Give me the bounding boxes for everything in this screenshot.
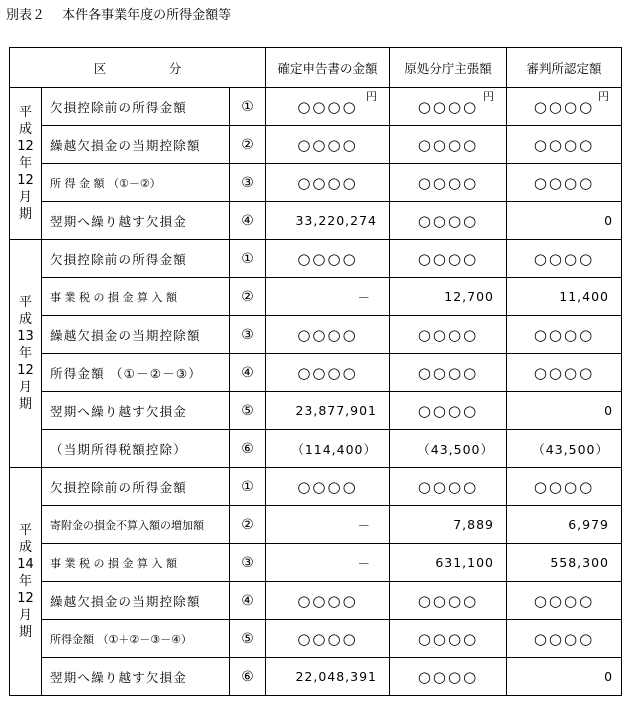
table-row	[10, 430, 622, 468]
cell-value: 0	[604, 669, 614, 684]
table-row	[10, 392, 622, 430]
period-label	[10, 88, 42, 240]
period-char: 13	[17, 329, 34, 344]
tribunal-finding-cell	[507, 620, 622, 658]
cell-value: 0	[604, 403, 614, 418]
row-item-label: 欠損控除前の所得金額	[42, 240, 230, 278]
yen-unit: 円	[483, 90, 495, 103]
period-char: 12	[17, 173, 34, 188]
row-item-label: 繰越欠損金の当期控除額	[42, 126, 230, 164]
filed-amount-cell	[266, 430, 390, 468]
table-row	[10, 164, 622, 202]
period-char: 平	[18, 523, 32, 538]
row-number: ④	[230, 582, 266, 620]
cell-value: ○○○○	[417, 249, 479, 268]
table-row	[10, 658, 622, 696]
tribunal-finding-cell	[507, 354, 622, 392]
row-number: ④	[230, 354, 266, 392]
table-row	[10, 316, 622, 354]
filed-amount-cell	[266, 354, 390, 392]
row-item-label: 事 業 税 の 損 金 算 入 額	[42, 278, 230, 316]
cell-value: ○○○○	[417, 97, 479, 116]
table-row	[10, 468, 622, 506]
row-item-label: 所得金額 （①－②－③）	[42, 354, 230, 392]
period-char: 成	[18, 122, 32, 137]
header-kubun: 区 分	[10, 48, 266, 88]
row-number: ②	[230, 278, 266, 316]
cell-value: ○○○○	[417, 211, 479, 230]
cell-value: 12,700	[444, 289, 495, 304]
row-number: ⑤	[230, 392, 266, 430]
period-char: 期	[18, 625, 32, 640]
period-label	[10, 240, 42, 468]
cell-value: ○○○○	[417, 325, 479, 344]
period-char: 12	[17, 363, 34, 378]
cell-value: ○○○○	[297, 173, 358, 192]
row-item-label: 所 得 金 額 （①－②）	[42, 164, 230, 202]
period-char: 年	[18, 574, 32, 589]
filed-amount-cell	[266, 392, 390, 430]
row-number: ①	[230, 88, 266, 126]
original-disposition-cell	[390, 392, 507, 430]
cell-value: 7,889	[453, 517, 495, 532]
header-original-disposition: 原処分庁主張額	[390, 48, 507, 88]
period-char: 月	[18, 608, 32, 623]
period-label	[10, 468, 42, 696]
period-char: 12	[17, 139, 34, 154]
header-tribunal-finding: 審判所認定額	[507, 48, 622, 88]
page-title: 別表２ 本件各事業年度の所得金額等	[6, 8, 232, 23]
row-number: ③	[230, 316, 266, 354]
cell-value: ○○○○	[297, 477, 358, 496]
cell-value: 6,979	[568, 517, 610, 532]
cell-value: ○○○○	[417, 363, 479, 382]
period-char: 成	[18, 312, 32, 327]
filed-amount-cell	[266, 506, 390, 544]
row-number: ④	[230, 202, 266, 240]
original-disposition-cell	[390, 278, 507, 316]
yen-unit: 円	[366, 90, 378, 103]
cell-value: （114,400）	[291, 441, 378, 457]
cell-value: 631,100	[435, 555, 495, 570]
cell-value: 22,048,391	[295, 669, 378, 684]
cell-value: ○○○○	[297, 363, 358, 382]
original-disposition-cell	[390, 202, 507, 240]
filed-amount-cell	[266, 658, 390, 696]
tribunal-finding-cell	[507, 392, 622, 430]
cell-value: ○○○○	[417, 477, 479, 496]
period-char: 14	[17, 557, 34, 572]
cell-value: （43,500）	[417, 441, 495, 457]
row-item-label: 翌期へ繰り越す欠損金	[42, 658, 230, 696]
tribunal-finding-cell	[507, 544, 622, 582]
cell-value: －	[357, 289, 372, 305]
cell-value: －	[357, 517, 372, 533]
cell-value: 558,300	[550, 555, 610, 570]
row-item-label: 所得金額 （①＋②－③－④）	[42, 620, 230, 658]
row-item-label: 繰越欠損金の当期控除額	[42, 316, 230, 354]
tribunal-finding-cell	[507, 278, 622, 316]
filed-amount-cell	[266, 240, 390, 278]
filed-amount-cell	[266, 164, 390, 202]
period-char: 12	[17, 591, 34, 606]
table-row	[10, 240, 622, 278]
cell-value: （43,500）	[532, 441, 610, 457]
filed-amount-cell	[266, 316, 390, 354]
filed-amount-cell	[266, 468, 390, 506]
filed-amount-cell	[266, 544, 390, 582]
period-char: 成	[18, 540, 32, 555]
cell-value: ○○○○	[297, 629, 358, 648]
tribunal-finding-cell	[507, 240, 622, 278]
filed-amount-cell	[266, 620, 390, 658]
cell-value: ○○○○	[297, 135, 358, 154]
table-row	[10, 278, 622, 316]
period-char: 平	[18, 295, 32, 310]
row-item-label: 翌期へ繰り越す欠損金	[42, 202, 230, 240]
table-row	[10, 354, 622, 392]
cell-value: ○○○○	[297, 97, 358, 116]
table-row	[10, 202, 622, 240]
header-row	[10, 48, 622, 88]
original-disposition-cell	[390, 658, 507, 696]
tribunal-finding-cell	[507, 202, 622, 240]
original-disposition-cell	[390, 354, 507, 392]
cell-value: ○○○○	[417, 591, 479, 610]
period-char: 期	[18, 207, 32, 222]
yen-unit: 円	[598, 90, 610, 103]
original-disposition-cell	[390, 468, 507, 506]
table-row	[10, 506, 622, 544]
cell-value: ○○○○	[417, 667, 479, 686]
cell-value: ○○○○	[297, 591, 358, 610]
cell-value: ○○○○	[417, 401, 479, 420]
original-disposition-cell	[390, 506, 507, 544]
row-number: ⑥	[230, 430, 266, 468]
row-number: ②	[230, 506, 266, 544]
row-item-label: 翌期へ繰り越す欠損金	[42, 392, 230, 430]
original-disposition-cell	[390, 164, 507, 202]
original-disposition-cell	[390, 88, 507, 126]
period-char: 年	[18, 156, 32, 171]
row-item-label: 欠損控除前の所得金額	[42, 88, 230, 126]
table-body	[10, 48, 622, 696]
original-disposition-cell	[390, 240, 507, 278]
filed-amount-cell	[266, 202, 390, 240]
original-disposition-cell	[390, 544, 507, 582]
period-char: 平	[18, 105, 32, 120]
cell-value: ○○○○	[417, 629, 479, 648]
income-table	[9, 47, 622, 696]
cell-value: ○○○○	[533, 97, 595, 116]
row-item-label: （当期所得税額控除）	[42, 430, 230, 468]
cell-value: ○○○○	[297, 249, 358, 268]
cell-value: ○○○○	[533, 629, 595, 648]
row-number: ③	[230, 544, 266, 582]
cell-value: ○○○○	[297, 325, 358, 344]
filed-amount-cell	[266, 88, 390, 126]
cell-value: 0	[604, 213, 614, 228]
table-row	[10, 544, 622, 582]
original-disposition-cell	[390, 582, 507, 620]
row-number: ①	[230, 240, 266, 278]
original-disposition-cell	[390, 620, 507, 658]
cell-value: 33,220,274	[295, 213, 378, 228]
tribunal-finding-cell	[507, 430, 622, 468]
cell-value: 23,877,901	[295, 403, 378, 418]
period-char: 月	[18, 190, 32, 205]
cell-value: ○○○○	[533, 249, 595, 268]
period-char: 期	[18, 397, 32, 412]
table-row	[10, 620, 622, 658]
row-item-label: 事 業 税 の 損 金 算 入 額	[42, 544, 230, 582]
tribunal-finding-cell	[507, 582, 622, 620]
header-filed-amount: 確定申告書の金額	[266, 48, 390, 88]
row-number: ①	[230, 468, 266, 506]
period-char: 月	[18, 380, 32, 395]
cell-value: －	[357, 555, 372, 571]
cell-value: ○○○○	[417, 135, 479, 154]
cell-value: ○○○○	[533, 325, 595, 344]
cell-value: ○○○○	[533, 135, 595, 154]
row-number: ⑥	[230, 658, 266, 696]
cell-value: ○○○○	[533, 363, 595, 382]
original-disposition-cell	[390, 430, 507, 468]
period-char: 年	[18, 346, 32, 361]
row-item-label: 寄附金の損金不算入額の増加額	[42, 506, 230, 544]
period-vertical-text	[17, 522, 34, 641]
cell-value: ○○○○	[417, 173, 479, 192]
tribunal-finding-cell	[507, 658, 622, 696]
tribunal-finding-cell	[507, 164, 622, 202]
table-row	[10, 88, 622, 126]
tribunal-finding-cell	[507, 506, 622, 544]
table-row	[10, 582, 622, 620]
cell-value: 11,400	[559, 289, 610, 304]
tribunal-finding-cell	[507, 88, 622, 126]
table-row	[10, 126, 622, 164]
row-number: ⑤	[230, 620, 266, 658]
period-vertical-text	[17, 294, 34, 413]
tribunal-finding-cell	[507, 316, 622, 354]
filed-amount-cell	[266, 126, 390, 164]
row-number: ③	[230, 164, 266, 202]
filed-amount-cell	[266, 278, 390, 316]
tribunal-finding-cell	[507, 126, 622, 164]
row-item-label: 欠損控除前の所得金額	[42, 468, 230, 506]
period-vertical-text	[17, 104, 34, 223]
row-number: ②	[230, 126, 266, 164]
row-item-label: 繰越欠損金の当期控除額	[42, 582, 230, 620]
original-disposition-cell	[390, 316, 507, 354]
filed-amount-cell	[266, 582, 390, 620]
tribunal-finding-cell	[507, 468, 622, 506]
cell-value: ○○○○	[533, 477, 595, 496]
cell-value: ○○○○	[533, 591, 595, 610]
cell-value: ○○○○	[533, 173, 595, 192]
original-disposition-cell	[390, 126, 507, 164]
